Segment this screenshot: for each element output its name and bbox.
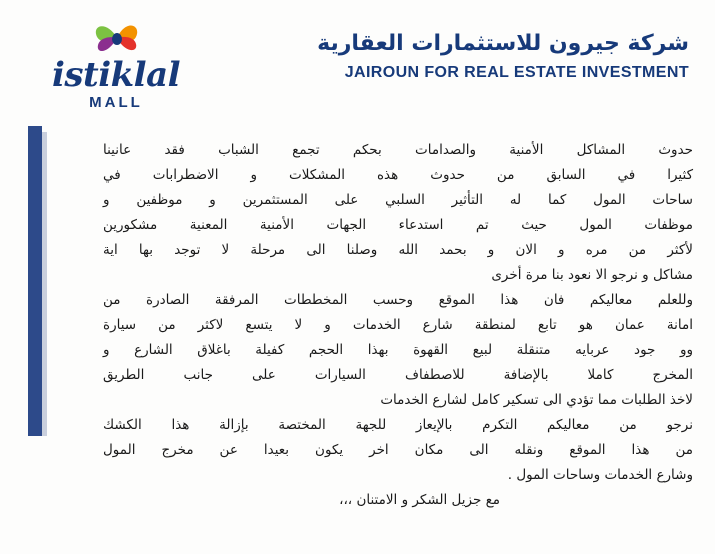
logo-subtext: MALL: [89, 94, 143, 111]
company-name-block: [317, 30, 689, 82]
left-accent-band: [28, 126, 42, 436]
body-line: كثيرا في السابق من حدوث هذه المشكلات و الاضطرابات في: [103, 167, 693, 183]
company-name-english: JAIROUN FOR REAL ESTATE INVESTMENT: [344, 63, 689, 81]
body-line: من هذا الموقع ونقله الى مكان اخر يكون بعيدا عن مخرج المول: [103, 442, 693, 458]
body-line: موظفات المول حيث تم استدعاء الجهات الأمنية المعنية مشكورين: [103, 217, 693, 233]
body-line: امانة عمان هو تابع لمنطقة شارع الخدمات و لا يتسع لاكثر من سيارة: [103, 317, 693, 333]
body-line: وللعلم معاليكم فان هذا الموقع وحسب المخططات المرفقة الصادرة من: [103, 292, 693, 308]
closing-line: مع جزيل الشكر و الامتنان ،،،: [339, 492, 500, 508]
body-line: نرجو من معاليكم التكرم بالإيعاز للجهة المختصة بإزالة هذا الكشك: [103, 417, 693, 433]
body-line: المخرج كاملا بالإضافة للاصطفاف السيارات على جانب الطريق: [103, 367, 693, 383]
body-line: مشاكل و نرجو الا نعود بنا مرة أخرى: [491, 267, 693, 283]
body-line: ساحات المول كما له التأثير السلبي على المستثمرين و موظفين و: [103, 192, 693, 208]
body-line: وشارع الخدمات وساحات المول .: [507, 467, 693, 483]
side-band-shadow: [42, 132, 47, 436]
logo-wordmark: istiklal: [51, 55, 181, 95]
document-header: [0, 0, 715, 118]
body-line: حدوث المشاكل الأمنية والصدامات بحكم تجمع الشباب فقد عانينا: [103, 142, 693, 158]
body-line: لاخذ الطلبات مما تؤدي الى تسكير كامل لشارع الخدمات: [380, 392, 693, 408]
letter-body: [103, 138, 693, 488]
body-line: لأكثر من مره و الان و بحمد الله وصلنا الى مرحلة لا توجد بها اية: [103, 242, 693, 258]
company-name-arabic: شركة جيرون للاستثمارات العقارية: [317, 31, 689, 56]
istiklal-mall-logo: [36, 14, 196, 110]
body-line: وو جود عربايه متنقلة لبيع القهوة بهذا الحجم كفيلة باغلاق الشارع و: [103, 342, 693, 358]
